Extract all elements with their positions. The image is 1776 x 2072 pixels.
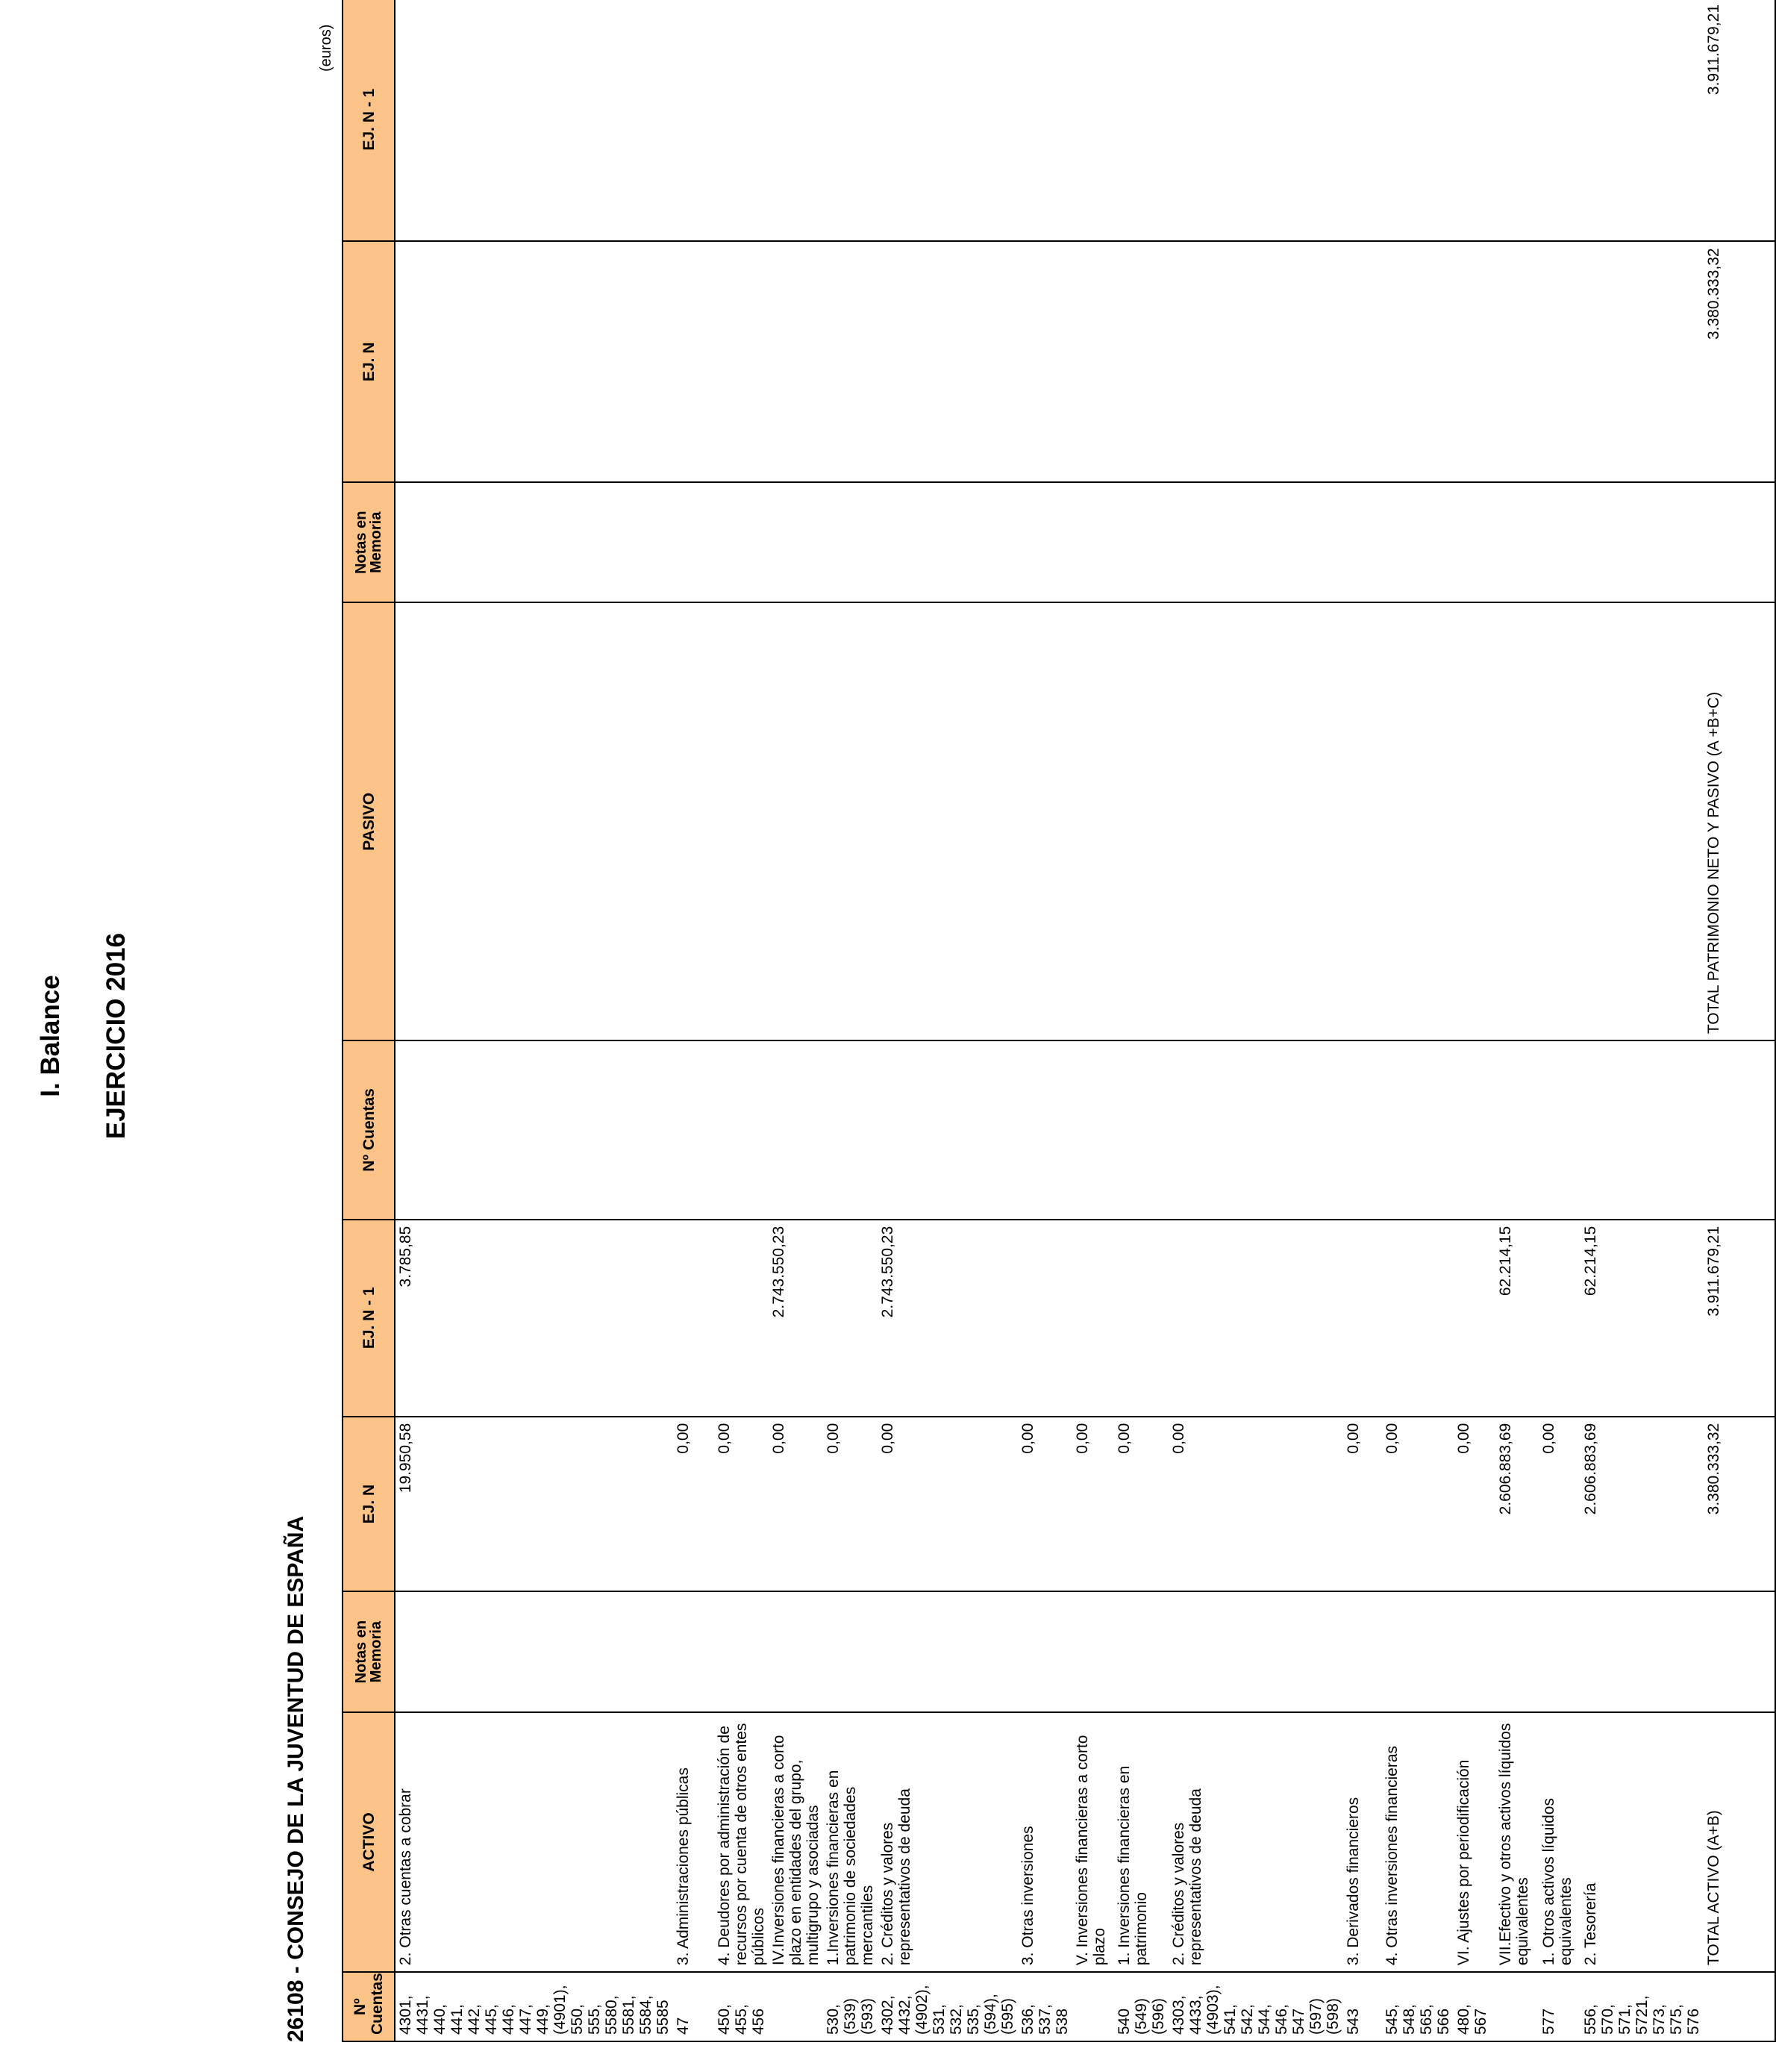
notas-pasivo-cell xyxy=(1169,482,1343,602)
table-row xyxy=(1495,0,1539,2041)
header-ejn1: EJ. N - 1 xyxy=(343,1220,395,1417)
notas-cell xyxy=(769,1591,823,1711)
ejn-cell: 0,00 xyxy=(1114,1417,1169,1592)
cuentas-pasivo-cell xyxy=(878,1040,1018,1220)
cuentas-cell xyxy=(1704,1972,1775,2041)
ejn1-cell: 2.743.550,23 xyxy=(878,1220,1018,1417)
notas-cell xyxy=(1018,1591,1072,1711)
ejn-cell: 0,00 xyxy=(1343,1417,1382,1592)
ejn1-cell xyxy=(1454,1220,1495,1417)
notas-pasivo-cell xyxy=(1072,482,1114,602)
ejn-cell: 0,00 xyxy=(769,1417,823,1592)
pasivo-cell xyxy=(1454,602,1495,1040)
ejn1-cell xyxy=(1114,1220,1169,1417)
activo-cell: 3. Administraciones públicas xyxy=(673,1712,714,1972)
ejn-cell: 0,00 xyxy=(823,1417,878,1592)
ejn-pasivo-cell xyxy=(1169,241,1343,482)
header-cuentas: Nº Cuentas xyxy=(343,1972,395,2041)
ejn-cell: 0,00 xyxy=(673,1417,714,1592)
ejn1-cell: 2.743.550,23 xyxy=(769,1220,823,1417)
ejn1-pasivo-cell xyxy=(1114,0,1169,241)
ejn-cell: 0,00 xyxy=(1539,1417,1580,1592)
table-row xyxy=(1704,0,1775,2041)
header-ejn-pasivo: EJ. N xyxy=(343,241,395,482)
pasivo-cell xyxy=(769,602,823,1040)
pasivo-cell xyxy=(1495,602,1539,1040)
notas-cell xyxy=(1382,1591,1454,1711)
cuentas-pasivo-cell xyxy=(1382,1040,1454,1220)
cuentas-pasivo-cell xyxy=(1580,1040,1704,1220)
table-row xyxy=(1539,0,1580,2041)
ejn1-cell xyxy=(1382,1220,1454,1417)
activo-cell: 4. Otras inversiones financieras xyxy=(1382,1712,1454,1972)
ejn-pasivo-cell xyxy=(1072,241,1114,482)
notas-cell xyxy=(1704,1591,1775,1711)
ejn1-cell: 3.785,85 xyxy=(395,1220,673,1417)
ejn1-pasivo-cell xyxy=(1169,0,1343,241)
ejn1-pasivo-cell xyxy=(878,0,1018,241)
balance-table xyxy=(342,0,1776,2042)
ejn1-pasivo-cell xyxy=(1454,0,1495,241)
ejn1-cell xyxy=(1018,1220,1072,1417)
ejn1-cell xyxy=(1539,1220,1580,1417)
pasivo-cell xyxy=(878,602,1018,1040)
ejn-pasivo-cell xyxy=(1495,241,1539,482)
pasivo-cell xyxy=(1018,602,1072,1040)
ejn-cell: 0,00 xyxy=(1072,1417,1114,1592)
cuentas-pasivo-cell xyxy=(1454,1040,1495,1220)
pasivo-cell xyxy=(1169,602,1343,1040)
pasivo-cell xyxy=(1114,602,1169,1040)
notas-pasivo-cell xyxy=(1018,482,1072,602)
ejn1-cell xyxy=(823,1220,878,1417)
ejn1-pasivo-cell xyxy=(714,0,769,241)
activo-cell: 3. Otras inversiones xyxy=(1018,1712,1072,1972)
cuentas-cell xyxy=(1072,1972,1114,2041)
notas-pasivo-cell xyxy=(1382,482,1454,602)
cuentas-pasivo-cell xyxy=(1704,1040,1775,1220)
ejn-cell: 0,00 xyxy=(1382,1417,1454,1592)
ejn1-pasivo-cell xyxy=(1072,0,1114,241)
pasivo-cell xyxy=(1382,602,1454,1040)
pasivo-cell xyxy=(1539,602,1580,1040)
ejn-pasivo-cell xyxy=(1454,241,1495,482)
ejn1-pasivo-cell xyxy=(1343,0,1382,241)
ejn1-cell xyxy=(714,1220,769,1417)
activo-cell: 1. Inversiones financieras en patrimonio xyxy=(1114,1712,1169,1972)
pasivo-cell xyxy=(1343,602,1382,1040)
cuentas-pasivo-cell xyxy=(823,1040,878,1220)
table-row xyxy=(1169,0,1343,2041)
ejn-cell: 19.950,58 xyxy=(395,1417,673,1592)
ejn1-cell: 62.214,15 xyxy=(1580,1220,1704,1417)
header-ejn: EJ. N xyxy=(343,1417,395,1592)
ejn1-pasivo-cell xyxy=(769,0,823,241)
ejn1-cell xyxy=(1072,1220,1114,1417)
activo-cell: 2. Créditos y valores representativos de deuda xyxy=(878,1712,1018,1972)
notas-pasivo-cell xyxy=(673,482,714,602)
ejn1-pasivo-cell xyxy=(395,0,673,241)
header-notas-pasivo: Notas en Memoria xyxy=(343,482,395,602)
table-row xyxy=(769,0,823,2041)
cuentas-pasivo-cell xyxy=(1169,1040,1343,1220)
ejn1-pasivo-cell xyxy=(1495,0,1539,241)
cuentas-cell: 450, 455, 456 xyxy=(714,1972,769,2041)
notas-cell xyxy=(1495,1591,1539,1711)
ejn-pasivo-cell xyxy=(1539,241,1580,482)
cuentas-pasivo-cell xyxy=(714,1040,769,1220)
cuentas-cell: 530, (539) (593) xyxy=(823,1972,878,2041)
notas-cell xyxy=(1114,1591,1169,1711)
notas-pasivo-cell xyxy=(1495,482,1539,602)
ejn1-pasivo-cell xyxy=(1539,0,1580,241)
activo-cell: 1.Inversiones financieras en patrimonio de sociedades mercantiles xyxy=(823,1712,878,1972)
cuentas-pasivo-cell xyxy=(1018,1040,1072,1220)
cuentas-cell: 4303, 4433, (4903), 541, 542, 544, 546, 547 (597) (598) xyxy=(1169,1972,1343,2041)
cuentas-cell: 47 xyxy=(673,1972,714,2041)
ejn1-cell xyxy=(1343,1220,1382,1417)
activo-cell: 1. Otros activos líquidos equivalentes xyxy=(1539,1712,1580,1972)
ejn-cell: 2.606.883,69 xyxy=(1580,1417,1704,1592)
page-title: I. Balance xyxy=(36,975,65,1097)
ejn-cell: 3.380.333,32 xyxy=(1704,1417,1775,1592)
table-row xyxy=(1382,0,1454,2041)
notas-cell xyxy=(823,1591,878,1711)
cuentas-pasivo-cell xyxy=(769,1040,823,1220)
activo-cell: 2. Tesorería xyxy=(1580,1712,1704,1972)
notas-pasivo-cell xyxy=(823,482,878,602)
entity-name: 26108 - CONSEJO DE LA JUVENTUD DE ESPAÑA xyxy=(284,1515,308,2042)
ejn-cell: 0,00 xyxy=(1169,1417,1343,1592)
notas-pasivo-cell xyxy=(1343,482,1382,602)
pasivo-cell xyxy=(823,602,878,1040)
cuentas-pasivo-cell xyxy=(1495,1040,1539,1220)
ejn1-cell xyxy=(673,1220,714,1417)
cuentas-cell xyxy=(1495,1972,1539,2041)
cuentas-cell: 540 (549) (596) xyxy=(1114,1972,1169,2041)
ejn-pasivo-cell xyxy=(769,241,823,482)
ejn-pasivo-cell xyxy=(1018,241,1072,482)
ejn-pasivo-cell xyxy=(395,241,673,482)
activo-cell: 2. Créditos y valores representativos de deuda xyxy=(1169,1712,1343,1972)
notas-pasivo-cell xyxy=(878,482,1018,602)
cuentas-pasivo-cell xyxy=(1072,1040,1114,1220)
table-row xyxy=(395,0,673,2041)
activo-cell: 3. Derivados financieros xyxy=(1343,1712,1382,1972)
ejn-cell: 0,00 xyxy=(878,1417,1018,1592)
balance-rows xyxy=(395,0,1775,2041)
notas-cell xyxy=(1169,1591,1343,1711)
header-activo: ACTIVO xyxy=(343,1712,395,1972)
notas-cell xyxy=(1580,1591,1704,1711)
exercise-year: EJERCICIO 2016 xyxy=(101,932,131,1140)
ejn-pasivo-cell xyxy=(1382,241,1454,482)
cuentas-cell: 536, 537, 538 xyxy=(1018,1972,1072,2041)
cuentas-cell: 4301, 4431, 440, 441, 442, 445, 446, 447, 449, (4901), 550, 555, 5580, 5581, 5584, 5585 xyxy=(395,1972,673,2041)
cuentas-cell: 543 xyxy=(1343,1972,1382,2041)
ejn1-cell: 3.911.679,21 xyxy=(1704,1220,1775,1417)
ejn-pasivo-cell xyxy=(1580,241,1704,482)
notas-pasivo-cell xyxy=(395,482,673,602)
ejn1-pasivo-cell xyxy=(823,0,878,241)
header-pasivo: PASIVO xyxy=(343,602,395,1040)
ejn-pasivo-cell xyxy=(1114,241,1169,482)
notas-pasivo-cell xyxy=(1704,482,1775,602)
ejn1-pasivo-cell xyxy=(1580,0,1704,241)
cuentas-cell: 545, 548, 565, 566 xyxy=(1382,1972,1454,2041)
ejn1-pasivo-cell xyxy=(673,0,714,241)
cuentas-pasivo-cell xyxy=(1343,1040,1382,1220)
ejn-cell: 0,00 xyxy=(714,1417,769,1592)
header-cuentas-pasivo: Nº Cuentas xyxy=(343,1040,395,1220)
table-row xyxy=(878,0,1018,2041)
notas-cell xyxy=(1072,1591,1114,1711)
notas-cell xyxy=(1539,1591,1580,1711)
pasivo-cell xyxy=(673,602,714,1040)
ejn-pasivo-cell: 3.380.333,32 xyxy=(1704,241,1775,482)
cuentas-pasivo-cell xyxy=(1539,1040,1580,1220)
table-row xyxy=(1343,0,1382,2041)
ejn1-pasivo-cell xyxy=(1382,0,1454,241)
cuentas-pasivo-cell xyxy=(395,1040,673,1220)
cuentas-cell: 4302, 4432, (4902), 531, 532, 535, (594), (595) xyxy=(878,1972,1018,2041)
notas-pasivo-cell xyxy=(769,482,823,602)
pasivo-cell: TOTAL PATRIMONIO NETO Y PASIVO (A +B+C) xyxy=(1704,602,1775,1040)
cuentas-pasivo-cell xyxy=(673,1040,714,1220)
ejn-pasivo-cell xyxy=(714,241,769,482)
ejn-cell: 0,00 xyxy=(1454,1417,1495,1592)
table-row xyxy=(1580,0,1704,2041)
notas-pasivo-cell xyxy=(1114,482,1169,602)
table-row xyxy=(1018,0,1072,2041)
ejn-pasivo-cell xyxy=(1343,241,1382,482)
activo-cell: V. Inversiones financieras a corto plazo xyxy=(1072,1712,1114,1972)
activo-cell: 2. Otras cuentas a cobrar xyxy=(395,1712,673,1972)
ejn-pasivo-cell xyxy=(673,241,714,482)
ejn-cell: 2.606.883,69 xyxy=(1495,1417,1539,1592)
table-row xyxy=(823,0,878,2041)
currency-unit: (euros) xyxy=(318,24,334,72)
ejn1-cell xyxy=(1169,1220,1343,1417)
activo-cell: TOTAL ACTIVO (A+B) xyxy=(1704,1712,1775,1972)
notas-pasivo-cell xyxy=(714,482,769,602)
notas-cell xyxy=(714,1591,769,1711)
notas-cell xyxy=(878,1591,1018,1711)
table-row xyxy=(673,0,714,2041)
activo-cell: VII.Efectivo y otros activos líquidos equivalentes xyxy=(1495,1712,1539,1972)
pasivo-cell xyxy=(714,602,769,1040)
table-row xyxy=(714,0,769,2041)
activo-cell: VI. Ajustes por periodificación xyxy=(1454,1712,1495,1972)
notas-pasivo-cell xyxy=(1539,482,1580,602)
table-row xyxy=(1114,0,1169,2041)
header-ejn1-pasivo: EJ. N - 1 xyxy=(343,0,395,241)
cuentas-pasivo-cell xyxy=(1114,1040,1169,1220)
notas-pasivo-cell xyxy=(1454,482,1495,602)
notas-cell xyxy=(395,1591,673,1711)
notas-pasivo-cell xyxy=(1580,482,1704,602)
pasivo-cell xyxy=(395,602,673,1040)
pasivo-cell xyxy=(1072,602,1114,1040)
activo-cell: 4. Deudores por administración de recursos por cuenta de otros entes públicos xyxy=(714,1712,769,1972)
activo-cell: IV.Inversiones financieras a corto plazo en entidades del grupo, multigrupo y asociadas xyxy=(769,1712,823,1972)
header-notas: Notas en Memoria xyxy=(343,1591,395,1711)
ejn-pasivo-cell xyxy=(823,241,878,482)
pasivo-cell xyxy=(1580,602,1704,1040)
notas-cell xyxy=(1343,1591,1382,1711)
ejn1-pasivo-cell: 3.911.679,21 xyxy=(1704,0,1775,241)
notas-cell xyxy=(673,1591,714,1711)
cuentas-cell: 556, 570, 571, 5721, 573, 575, 576 xyxy=(1580,1972,1704,2041)
ejn1-pasivo-cell xyxy=(1018,0,1072,241)
table-row xyxy=(1454,0,1495,2041)
cuentas-cell: 577 xyxy=(1539,1972,1580,2041)
ejn-pasivo-cell xyxy=(878,241,1018,482)
table-row xyxy=(1072,0,1114,2041)
notas-cell xyxy=(1454,1591,1495,1711)
ejn-cell: 0,00 xyxy=(1018,1417,1072,1592)
cuentas-cell: 480, 567 xyxy=(1454,1972,1495,2041)
cuentas-cell xyxy=(769,1972,823,2041)
ejn1-cell: 62.214,15 xyxy=(1495,1220,1539,1417)
